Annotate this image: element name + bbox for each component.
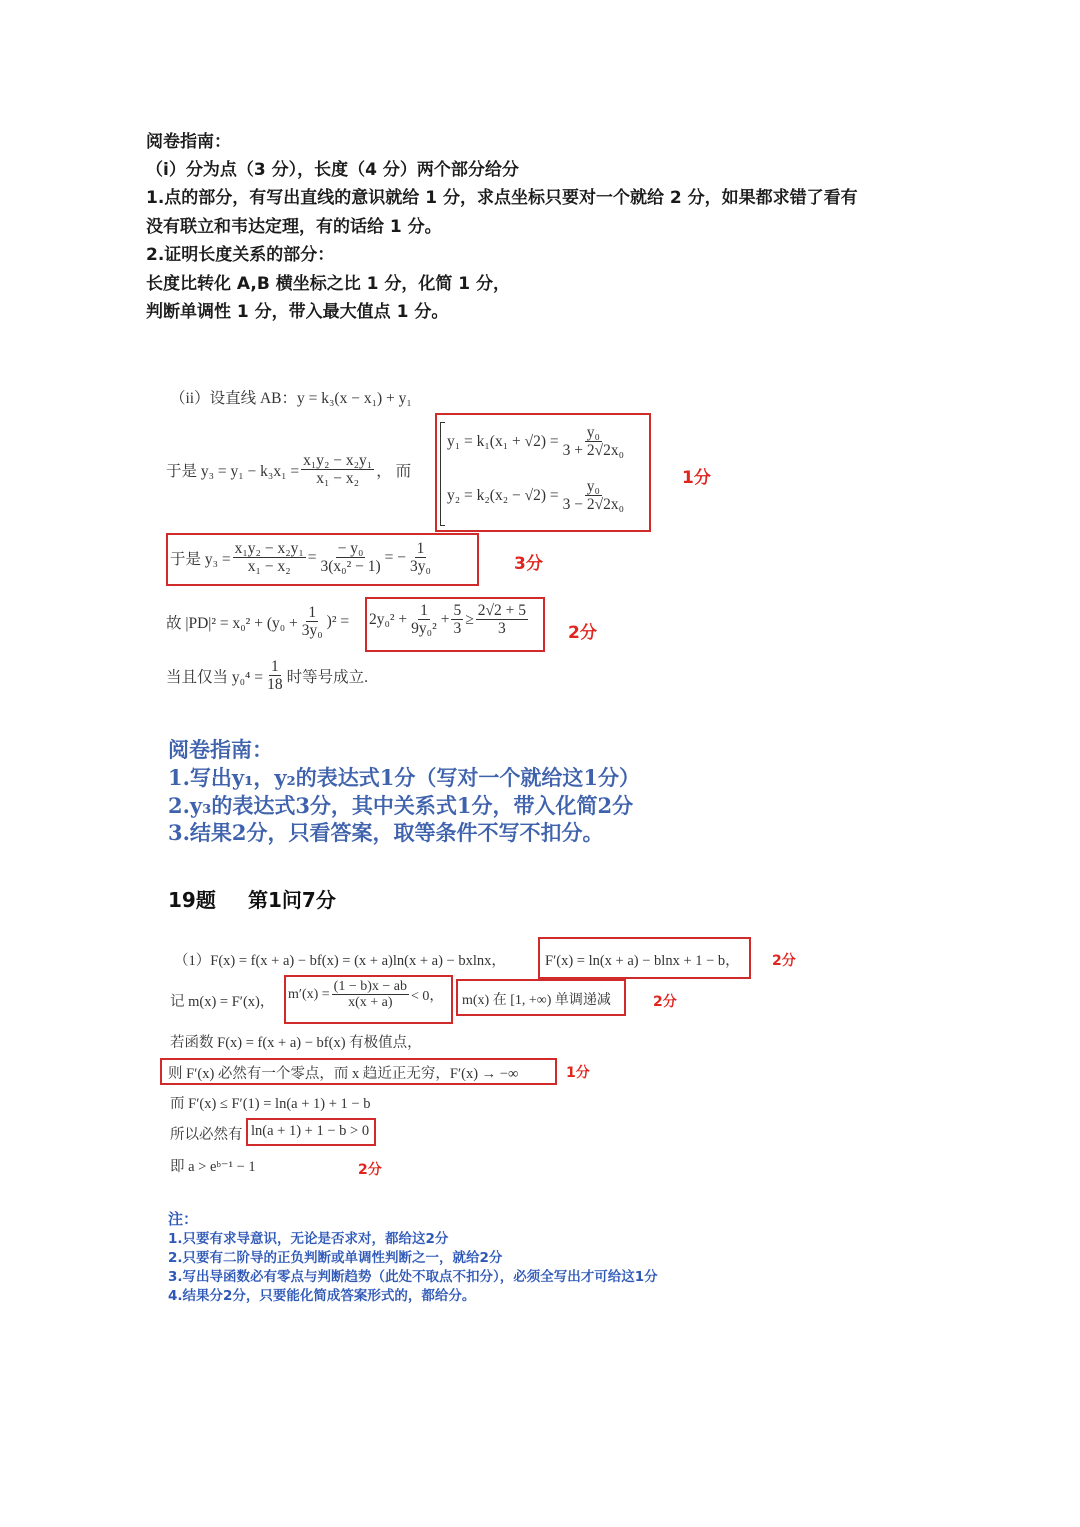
eq-y3-fraction: [301, 452, 374, 487]
q19-part: 第1问7分: [248, 888, 336, 912]
guide2-title: 阅卷指南：: [168, 737, 273, 762]
eqcond-fraction: [265, 658, 285, 693]
eq-y3-prefix: 于是 y₃ = y₁ − k₃x₁ =: [166, 462, 300, 480]
q19-line3: 若函数 F(x) = f(x + a) − bf(x) 有极值点，: [170, 1035, 422, 1051]
guide1-line3: 没有联立和韦达定理，有的话给 1 分。: [146, 217, 442, 237]
guide1-title: 阅卷指南：: [146, 132, 231, 152]
pd-bf3-den: 3: [498, 620, 506, 638]
eq2-f2-den: 3(x₀² − 1): [320, 558, 381, 576]
sys2-left: y₂ = k₂(x₂ − √2) =: [447, 486, 559, 504]
pd-box-fraction1: [409, 602, 439, 637]
q19-monotonic: m(x) 在 [1, +∞) 单调递减: [462, 993, 611, 1008]
pd-f-num: 1: [308, 604, 317, 621]
sys1-fraction: [561, 424, 626, 459]
q19-line6-prefix: 所以必然有: [170, 1127, 243, 1143]
pd-ge: ≥: [465, 610, 474, 628]
guide1-line6: 判断单调性 1 分，带入最大值点 1 分。: [146, 302, 449, 322]
note-3: 3.写出导函数必有零点与判断趋势（此处不取点不扣分），必须全写出才可给这1分: [168, 1269, 658, 1285]
system-eq1: [447, 424, 628, 459]
note-1: 1.只要有求导意识，无论是否求对，都给这2分: [168, 1231, 449, 1247]
q19-line2-prefix: 记 m(x) = F′(x)，: [170, 994, 275, 1010]
eq2-f1-num: x₁y₂ − x₂y₁: [234, 540, 304, 557]
q19-score4: 2分: [358, 1162, 382, 1178]
l2-fraction: [332, 979, 409, 1011]
eq-y3-result: [170, 540, 435, 575]
eq-pd: [166, 604, 349, 639]
eqcond-prefix: 当且仅当 y₀⁴ =: [166, 668, 264, 686]
score-system: 1分: [682, 468, 711, 488]
pd-fraction: [300, 604, 325, 639]
guide1-line5: 长度比转化 A,B 横坐标之比 1 分，化简 1 分，: [146, 274, 511, 294]
pd-box-fraction3: [476, 602, 528, 637]
part2-intro: （ii）设直线 AB：y = k₃(x − x₁) + y₁: [170, 390, 412, 407]
l2-box1-num: (1 − b)x − ab: [333, 979, 408, 994]
eq-y3-num: x₁y₂ − x₂y₁: [303, 452, 373, 469]
q19-score1: 2分: [772, 953, 796, 969]
guide1-line2: 1.点的部分，有写出直线的意识就给 1 分，求点坐标只要对一个就给 2 分，如果都求错了看有: [146, 188, 858, 208]
eq-y3: [166, 452, 411, 487]
q19-label: 19题: [168, 888, 216, 912]
pd-bf2-num: 5: [453, 602, 462, 619]
eq2-fraction3: [408, 540, 433, 575]
sys2-fraction: [561, 478, 626, 513]
pd-box-fraction2: [451, 602, 463, 637]
eq2-fraction1: [233, 540, 306, 575]
pd-prefix: 故 |PD|² = x₀² + (y₀ +: [166, 614, 298, 632]
q19-score2: 2分: [653, 994, 677, 1010]
eqcond-suffix: 时等号成立.: [286, 668, 368, 686]
pd-suffix: )² =: [326, 612, 350, 630]
eqcond-den: 18: [267, 676, 283, 694]
score-pd: 2分: [568, 623, 597, 643]
sys1-num: y₀: [586, 424, 600, 441]
guide1-line4: 2.证明长度关系的部分：: [146, 245, 335, 265]
eq2-f2-num: − y₀: [337, 540, 364, 557]
l2-box1-den: x(x + a): [348, 995, 393, 1011]
eq-y3-den: x₁ − x₂: [316, 470, 360, 488]
note-2: 2.只要有二阶导的正负判断或单调性判断之一，就给2分: [168, 1250, 503, 1266]
pd-box-content: [369, 602, 530, 637]
l2-box1-pre: m′(x) =: [288, 986, 330, 1002]
eq2-f3-num: 1: [416, 540, 425, 557]
note-4: 4.结果分2分，只要能化简成答案形式的，都给分。: [168, 1288, 476, 1304]
eq2-eq2: = −: [384, 548, 406, 566]
q19-line5: 而 F′(x) ≤ F′(1) = ln(a + 1) + 1 − b: [170, 1096, 371, 1112]
q19-line4: 则 F′(x) 必然有一个零点，而 x 趋近正无穷，F′(x) → −∞: [168, 1066, 519, 1082]
sys2-num: y₀: [586, 478, 600, 495]
eq2-prefix: 于是 y₃ =: [170, 550, 231, 568]
pd-bf3-num: 2√2 + 5: [477, 602, 526, 619]
guide2-line3: 3.结果2分，只看答案，取等条件不写不扣分。: [168, 820, 604, 845]
eq-and: ， 而: [376, 462, 412, 480]
system-brace: [440, 422, 445, 526]
guide2-line2: 2.y₃的表达式3分，其中关系式1分，带入化简2分: [168, 793, 634, 818]
pd-bf2-den: 3: [453, 620, 462, 638]
system-eq2: [447, 478, 628, 513]
q19-score3: 1分: [566, 1065, 590, 1081]
sys1-left: y₁ = k₁(x₁ + √2) =: [447, 432, 559, 450]
l2-box1-suf: < 0，: [411, 988, 444, 1004]
guide2-line1: 1.写出y₁，y₂的表达式1分（写对一个就给这1分）: [168, 765, 640, 790]
sys2-den: 3 − 2√2x₀: [562, 496, 625, 514]
sys1-den: 3 + 2√2x₀: [562, 442, 625, 460]
eq2-eq1: =: [307, 548, 317, 566]
pd-bf1-den: 9y₀²: [411, 620, 437, 638]
pd-plus: +: [440, 610, 450, 628]
eq2-f1-den: x₁ − x₂: [247, 558, 291, 576]
eq2-fraction2: [319, 540, 383, 575]
pd-bf1-num: 1: [420, 602, 428, 619]
q19-inequality: ln(a + 1) + 1 − b > 0: [251, 1123, 370, 1139]
pd-box1: 2y₀² +: [369, 610, 408, 628]
notes-title: 注：: [168, 1210, 199, 1228]
score-y3: 3分: [514, 554, 543, 574]
pd-f-den: 3y₀: [301, 622, 323, 640]
q19-line1: （1）F(x) = f(x + a) − bf(x) = (x + a)ln(x + a) − bxlnx，: [174, 953, 506, 969]
eq-condition: [166, 658, 368, 693]
eq2-f3-den: 3y₀: [410, 558, 431, 576]
q19-line7: 即 a > eᵇ⁻¹ − 1: [170, 1159, 256, 1175]
q19-second-derivative: [288, 979, 443, 1011]
q19-derivative: F′(x) = ln(x + a) − blnx + 1 − b，: [545, 953, 740, 969]
eqcond-num: 1: [270, 658, 279, 675]
guide1-line1: （i）分为点（3 分），长度（4 分）两个部分给分: [146, 160, 519, 180]
